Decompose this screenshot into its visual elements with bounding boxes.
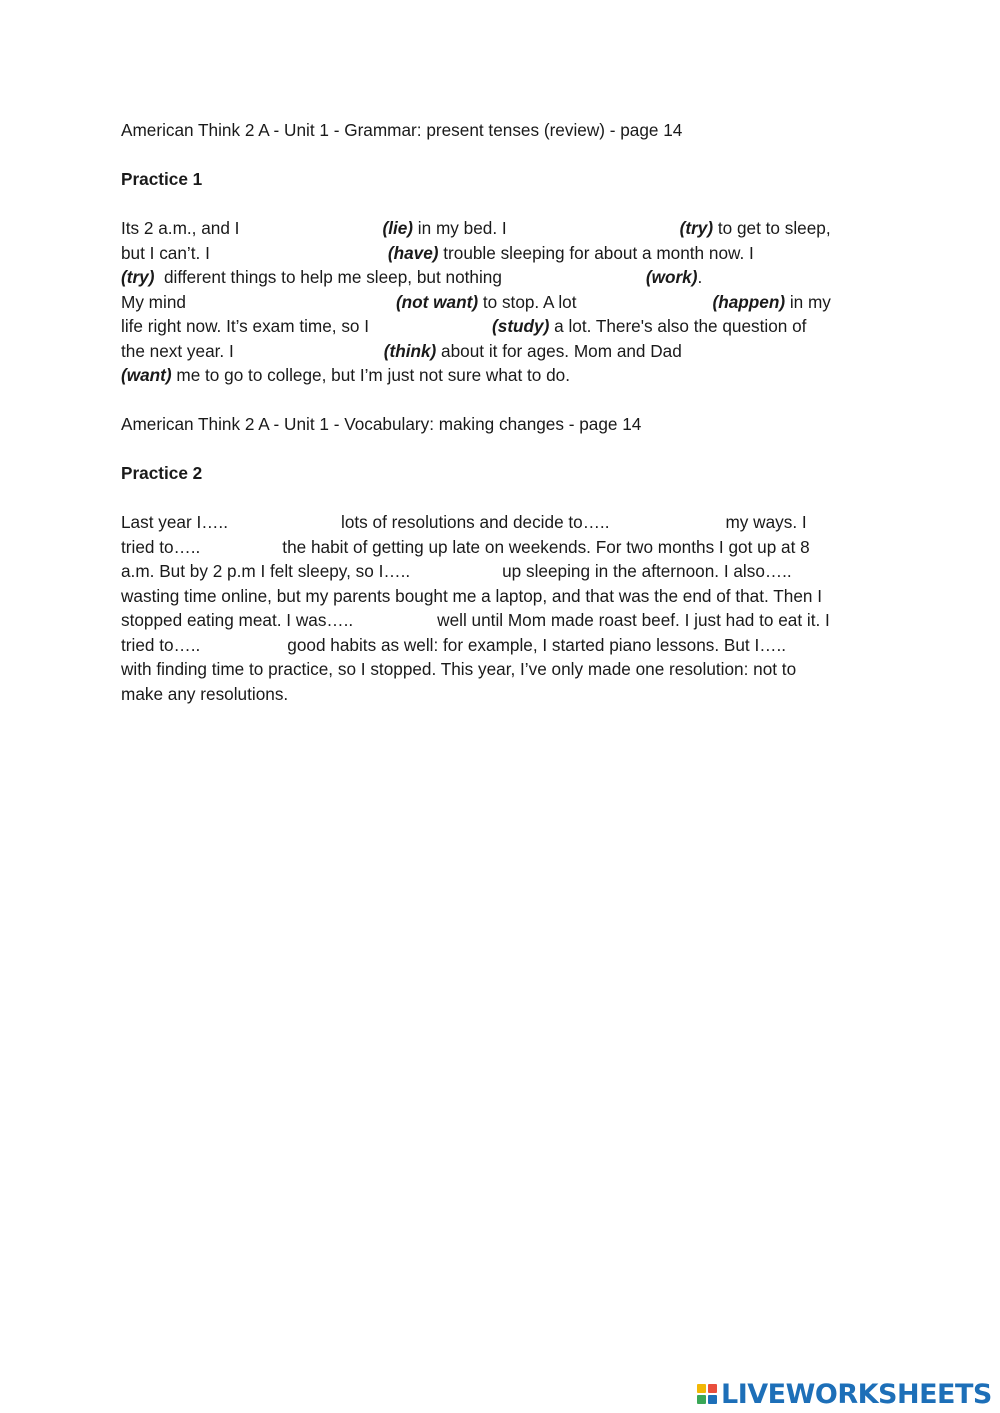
text-line — [121, 339, 881, 364]
verb-hint: (want) — [121, 365, 172, 385]
text-run: up sleeping in the afternoon. I also….. — [502, 561, 792, 581]
text-run: a lot. There's also the question of — [549, 316, 807, 336]
logo-square — [697, 1395, 706, 1404]
text-line — [121, 314, 881, 339]
text-run: Last year I….. — [121, 512, 228, 532]
text-run: life right now. It’s exam time, so I — [121, 316, 370, 336]
logo-square — [708, 1384, 717, 1393]
text-run: well until Mom made roast beef. I just had to eat it. I — [437, 610, 830, 630]
liveworksheets-logo-icon — [697, 1384, 717, 1404]
text-line — [121, 608, 881, 633]
text-line — [121, 633, 881, 658]
verb-hint: (try) — [121, 267, 155, 287]
verb-hint: (have) — [387, 242, 439, 263]
text-run: the next year. I — [121, 340, 234, 361]
verb-hint: (try) — [679, 218, 714, 238]
liveworksheets-logo — [697, 1378, 992, 1410]
text-run: to get to sleep, — [713, 218, 831, 238]
text-run: make any resolutions. — [121, 683, 289, 704]
verb-hint: (work) — [645, 267, 698, 287]
text-run: wasting time online, but my parents bought me a laptop, and that was the end of that. Then I — [121, 585, 822, 606]
text-line — [121, 559, 881, 584]
practice2-title: Practice 2 — [121, 463, 203, 483]
text-run: tried to….. — [121, 536, 201, 557]
text-run: in my — [785, 291, 831, 312]
text-run: Its 2 a.m., and I — [121, 218, 240, 238]
text-run: different things to help me sleep, but nothing — [154, 267, 502, 287]
text-run: with finding time to practice, so I stopped. This year, I’ve only made one resolution: not to — [121, 659, 797, 679]
text-run: about it for ages. Mom and Dad — [436, 340, 682, 361]
text-run: to stop. A lot — [478, 291, 577, 312]
text-line — [121, 241, 881, 266]
text-run: lots of resolutions and decide to….. — [341, 512, 610, 532]
text-run: my ways. I — [725, 512, 807, 532]
text-run: but I can’t. I — [121, 242, 210, 263]
section2-heading: American Think 2 A - Unit 1 - Vocabulary: making changes - page 14 — [121, 414, 642, 434]
text-run: stopped eating meat. I was….. — [121, 610, 354, 630]
text-line — [121, 535, 881, 560]
practice1-paragraph — [121, 216, 881, 388]
text-line — [121, 216, 881, 241]
section1-heading: American Think 2 A - Unit 1 - Grammar: present tenses (review) - page 14 — [121, 120, 683, 140]
logo-square — [697, 1384, 706, 1393]
text-run: in my bed. I — [413, 218, 507, 238]
worksheet-page — [121, 118, 881, 706]
practice1-title: Practice 1 — [121, 169, 203, 189]
text-line — [121, 657, 881, 682]
verb-hint: (not want) — [395, 291, 479, 312]
brand-name: LIVEWORKSHEETS — [721, 1378, 992, 1410]
practice2-paragraph — [121, 510, 881, 706]
text-run: a.m. But by 2 p.m I felt sleepy, so I….. — [121, 561, 411, 581]
text-run: tried to….. — [121, 634, 201, 655]
text-line — [121, 290, 881, 315]
text-run: me to go to college, but I’m just not sure what to do. — [171, 365, 571, 385]
text-line — [121, 363, 881, 388]
text-line — [121, 510, 881, 535]
verb-hint: (happen) — [712, 291, 786, 312]
text-line — [121, 584, 881, 609]
logo-square — [708, 1395, 717, 1404]
verb-hint: (study) — [492, 316, 550, 336]
text-run: trouble sleeping for about a month now. I — [438, 242, 754, 263]
text-run: the habit of getting up late on weekends. For two months I got up at 8 — [282, 536, 810, 557]
verb-hint: (think) — [383, 340, 437, 361]
text-run: good habits as well: for example, I started piano lessons. But I….. — [287, 634, 786, 655]
text-line — [121, 265, 881, 290]
text-line — [121, 682, 881, 707]
verb-hint: (lie) — [382, 218, 414, 238]
text-run: My mind — [121, 291, 186, 312]
text-run: . — [697, 267, 703, 287]
